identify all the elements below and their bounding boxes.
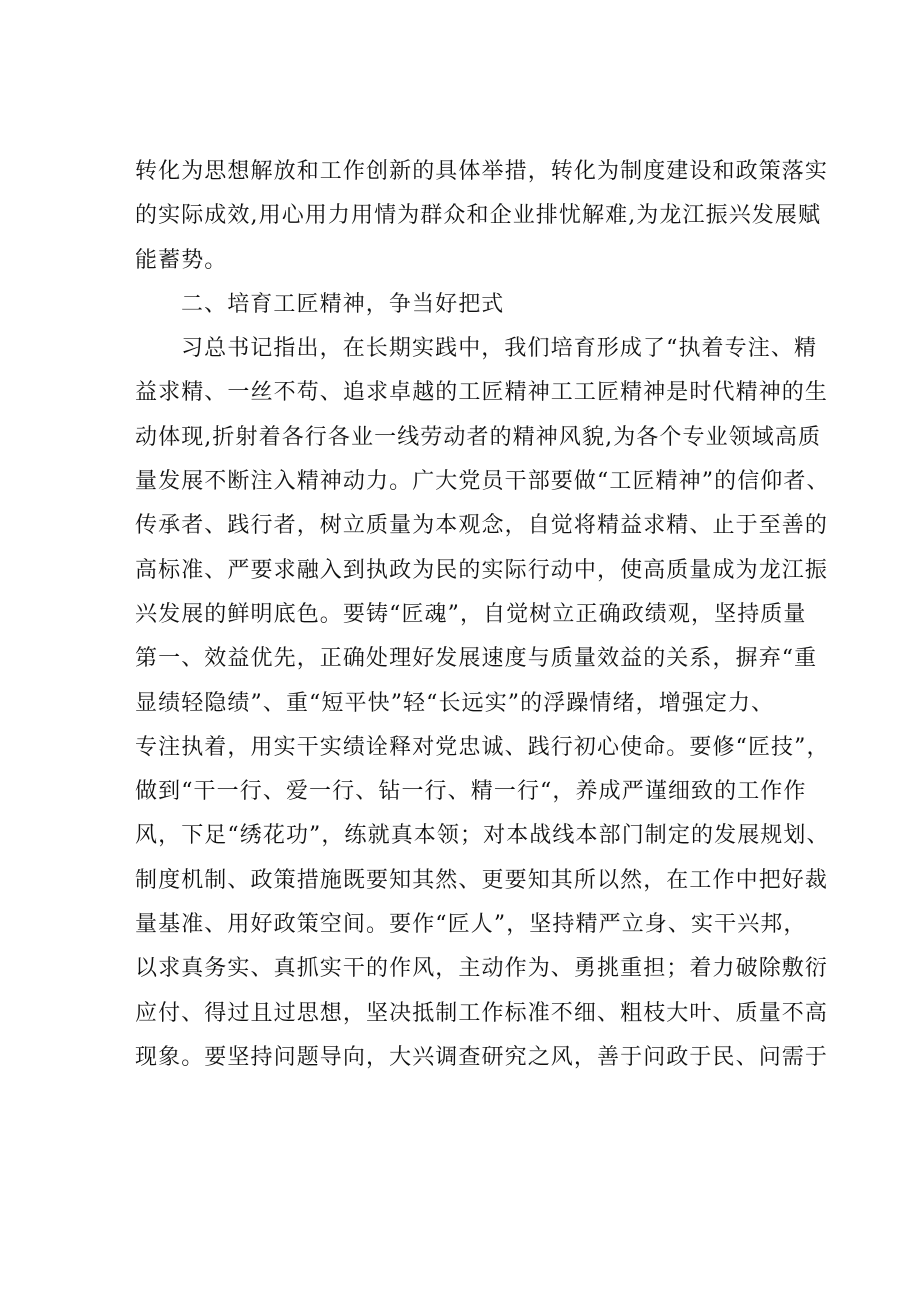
text-line: 的实际成效,用心用力用情为群众和企业排忧解难,为龙江振兴发展赋 [135, 203, 822, 229]
text-line: 做到“干一行、爱一行、钻一行、精一行“，养成严谨细致的工作作 [135, 779, 807, 805]
text-line: 显绩轻隐绩”、重“短平快”轻“长远实”的浮躁情绪，增强定力、 [135, 690, 775, 716]
text-line: 兴发展的鲜明底色。要铸“匠魂”，自觉树立正确政绩观，坚持质量 [135, 601, 807, 627]
text-line: 传承者、践行者，树立质量为本观念，自觉将精益求精、止于至善的 [135, 513, 829, 539]
text-line: 专注执着，用实干实绩诠释对党忠诚、践行初心使命。要修“匠技”， [135, 734, 830, 760]
text-line: 高标准、严要求融入到执政为民的实际行动中，使高质量成为龙江振 [135, 557, 829, 583]
text-line: 量发展不断注入精神动力。广大党员干部要做“工匠精神”的信仰者、 [135, 469, 830, 495]
section-heading: 二、培育工匠精神，争当好把式 [181, 291, 505, 317]
text-line: 以求真务实、真抓实干的作风，主动作为、勇挑重担；着力破除敷衍 [135, 956, 829, 982]
text-line: 风，下足“绣花功”，练就真本领；对本战线本部门制定的发展规划、 [135, 823, 830, 849]
text-line: 第一、效益优先，正确处理好发展速度与质量效益的关系，摒弃“重 [135, 646, 818, 672]
text-line: 转化为思想解放和工作创新的具体举措，转化为制度建设和政策落实 [135, 159, 829, 184]
text-line: 益求精、一丝不苟、追求卓越的工匠精神工工匠精神是时代精神的生 [135, 380, 829, 406]
paragraph-first-line: 习总书记指出，在长期实践中，我们培育形成了“执着专注、精 [181, 336, 818, 362]
text-line: 应付、得过且过思想，坚决抵制工作标准不细、粗枝大叶、质量不高 [135, 1000, 829, 1026]
text-line: 制度机制、政策措施既要知其然、更要知其所以然，在工作中把好裁 [135, 867, 829, 893]
text-line: 量基准、用好政策空间。要作“匠人”，坚持精严立身、实干兴邦， [135, 912, 807, 938]
document-body [135, 150, 830, 1080]
text-line: 动体现,折射着各行各业一线劳动者的精神风貌,为各个专业领域高质 [135, 424, 822, 450]
text-line: 现象。要坚持问题导向，大兴调查研究之风，善于问政于民、问需于 [135, 1044, 829, 1070]
text-line: 能蓄势。 [135, 247, 228, 273]
